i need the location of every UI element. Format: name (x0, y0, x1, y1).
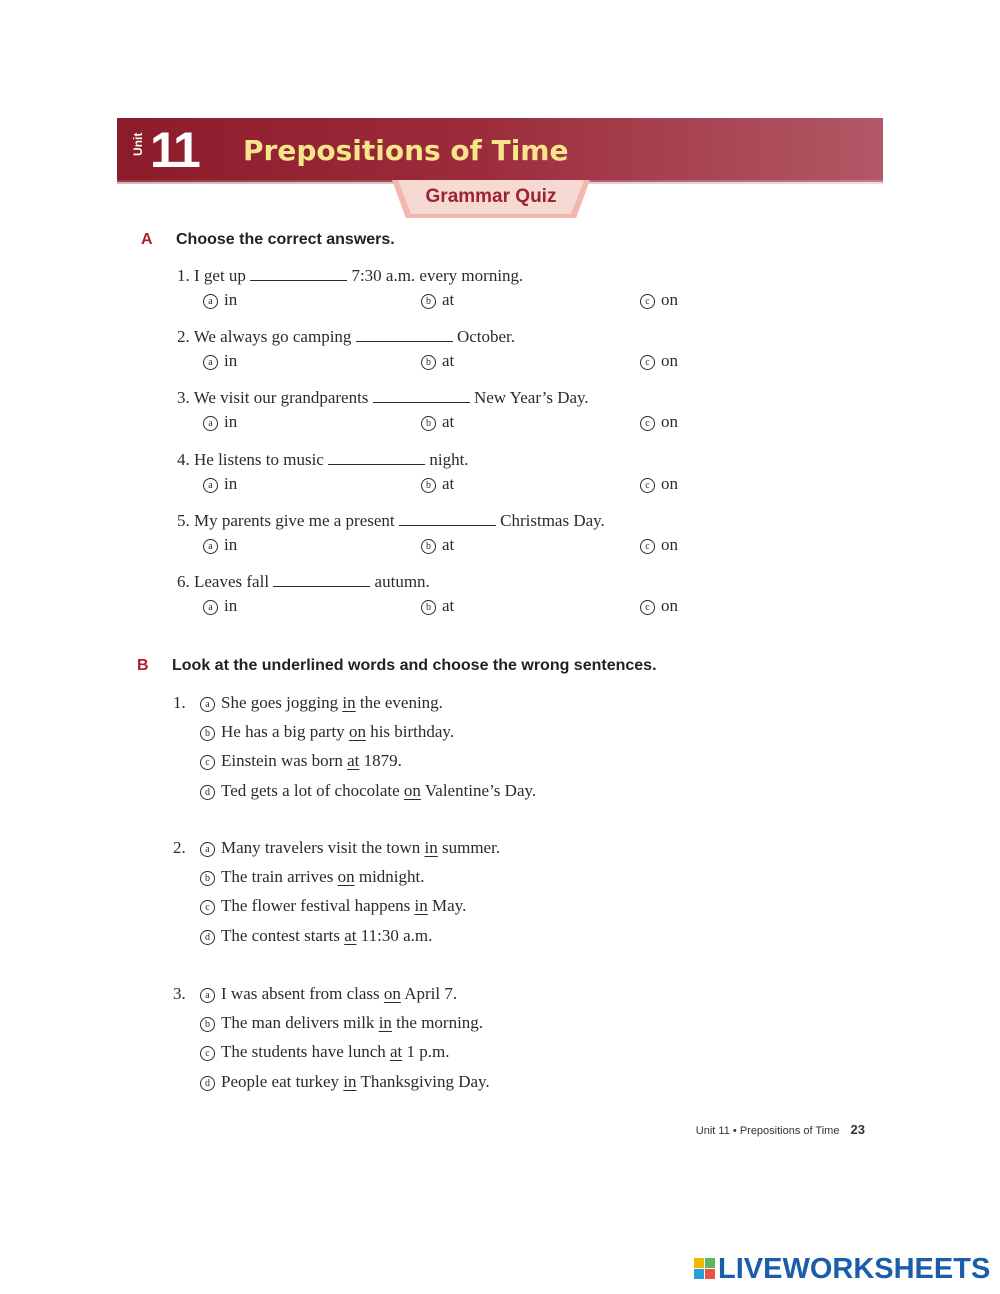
option-label: at (442, 596, 455, 615)
answer-blank[interactable] (328, 450, 425, 465)
liveworksheets-logo (694, 1253, 990, 1285)
sentence-after: Valentine’s Day. (424, 781, 537, 800)
option-a[interactable] (203, 289, 237, 311)
option-b[interactable] (421, 289, 454, 311)
question-text-before: I get up (194, 266, 246, 285)
sentence-after: May. (432, 896, 467, 915)
option-marker-icon: c (640, 600, 655, 615)
question-text-before: My parents give me a present (194, 511, 395, 530)
answer-blank[interactable] (356, 327, 453, 342)
option-label: at (442, 290, 455, 309)
underlined-word: in (342, 693, 356, 712)
option-marker-icon: c (640, 355, 655, 370)
option-label: in (224, 474, 238, 493)
option-marker-icon: c (200, 755, 215, 770)
option-marker-icon: a (203, 355, 218, 370)
page-number: 23 (850, 1122, 865, 1137)
underlined-word: in (343, 1072, 357, 1091)
sentence-before: Many travelers visit the town (221, 838, 421, 857)
question-2 (177, 326, 515, 348)
option-marker-icon: d (200, 930, 215, 945)
option-marker-icon: b (421, 539, 436, 554)
option-label: at (442, 351, 455, 370)
option-marker-icon: c (200, 900, 215, 915)
option-marker-icon: c (640, 478, 655, 493)
question-1 (177, 265, 523, 287)
option-label: on (661, 412, 678, 431)
question-3 (177, 387, 589, 409)
option-marker-icon: b (200, 871, 215, 886)
option-marker-icon: b (421, 355, 436, 370)
question-text-after: night. (429, 450, 469, 469)
option-marker-icon: a (200, 842, 215, 857)
footer-title: Prepositions of Time (739, 1125, 840, 1137)
question-number: 1. (177, 266, 190, 285)
question-text-after: 7:30 a.m. every morning. (351, 266, 524, 285)
sentence-before: People eat turkey (221, 1072, 340, 1091)
option-label: in (224, 290, 238, 309)
question-text-after: autumn. (374, 572, 430, 591)
sentence-after: April 7. (404, 984, 458, 1003)
option-b[interactable] (421, 595, 454, 617)
option-label: on (661, 535, 678, 554)
option-label: in (224, 596, 238, 615)
option-label: in (224, 412, 238, 431)
underlined-word: on (337, 867, 355, 886)
option-marker-icon: b (421, 478, 436, 493)
question-text-after: Christmas Day. (500, 511, 605, 530)
footer-separator: • (732, 1125, 737, 1137)
sentence-option-b[interactable] (200, 1012, 483, 1034)
option-marker-icon: a (200, 697, 215, 712)
question-number: 4. (177, 450, 190, 469)
underlined-word: in (414, 896, 428, 915)
option-a[interactable] (203, 350, 237, 372)
underlined-word: in (424, 838, 438, 857)
sentence-after: the evening. (359, 693, 443, 712)
option-c[interactable] (640, 534, 678, 556)
option-b[interactable] (421, 350, 454, 372)
underlined-word: on (348, 722, 366, 741)
sentence-after: summer. (441, 838, 501, 857)
sentence-before: The man delivers milk (221, 1013, 375, 1032)
section-a-heading: Choose the correct answers. (176, 231, 395, 248)
sentence-before: Ted gets a lot of chocolate (221, 781, 400, 800)
option-label: at (442, 412, 455, 431)
section-b-letter: B (137, 657, 149, 674)
option-a[interactable] (203, 534, 237, 556)
option-label: at (442, 535, 455, 554)
option-a[interactable] (203, 411, 237, 433)
option-c[interactable] (640, 289, 678, 311)
page-footer (696, 1122, 865, 1137)
logo-blocks-icon (694, 1258, 716, 1280)
question-number: 6. (177, 572, 190, 591)
question-number: 2. (177, 327, 190, 346)
option-marker-icon: b (421, 294, 436, 309)
sentence-option-a[interactable] (200, 983, 457, 1005)
logo-block-1 (694, 1258, 704, 1268)
option-b[interactable] (421, 534, 454, 556)
option-marker-icon: c (200, 1046, 215, 1061)
underlined-word: on (383, 984, 401, 1003)
sentence-before: The students have lunch (221, 1042, 386, 1061)
logo-block-4 (705, 1269, 715, 1279)
option-marker-icon: d (200, 1076, 215, 1091)
option-marker-icon: b (421, 600, 436, 615)
sentence-after: midnight. (358, 867, 425, 886)
sentence-option-d[interactable] (200, 780, 536, 802)
option-marker-icon: a (200, 988, 215, 1003)
question-5 (177, 510, 605, 532)
sentence-after: the morning. (396, 1013, 484, 1032)
sentence-before: I was absent from class (221, 984, 380, 1003)
option-label: on (661, 290, 678, 309)
logo-block-2 (705, 1258, 715, 1268)
sentence-option-c[interactable] (200, 1041, 450, 1063)
sentence-before: Einstein was born (221, 751, 343, 770)
option-a[interactable] (203, 473, 237, 495)
underlined-word: at (390, 1042, 403, 1061)
question-text-before: Leaves fall (194, 572, 270, 591)
sentence-after: his birthday. (370, 722, 455, 741)
quiz-label: Grammar Quiz (425, 186, 557, 207)
sentence-option-d[interactable] (200, 925, 432, 947)
question-6 (177, 571, 430, 593)
sentence-after: 1879. (363, 751, 402, 770)
option-label: on (661, 351, 678, 370)
option-marker-icon: a (203, 600, 218, 615)
sentence-before: She goes jogging (221, 693, 339, 712)
logo-text: LIVEWORKSHEETS (718, 1253, 991, 1285)
group-number: 2. (173, 838, 186, 857)
sentence-option-d[interactable] (200, 1071, 490, 1093)
underlined-word: at (347, 751, 360, 770)
option-c[interactable] (640, 411, 678, 433)
option-marker-icon: b (200, 726, 215, 741)
sentence-option-b[interactable] (200, 721, 454, 743)
option-c[interactable] (640, 595, 678, 617)
sentence-option-a[interactable] (200, 837, 500, 859)
option-label: on (661, 474, 678, 493)
sentence-option-a[interactable] (200, 692, 443, 714)
footer-unit: Unit 11 (695, 1125, 730, 1137)
question-number: 3. (177, 388, 190, 407)
question-text-after: October. (456, 327, 516, 346)
option-b[interactable] (421, 473, 454, 495)
underlined-word: in (378, 1013, 392, 1032)
answer-blank[interactable] (250, 266, 347, 281)
option-marker-icon: c (640, 539, 655, 554)
unit-number: 11 (150, 122, 199, 178)
section-a-letter: A (141, 231, 153, 248)
sentence-option-c[interactable] (200, 750, 402, 772)
question-text-before: He listens to music (194, 450, 324, 469)
option-label: in (224, 535, 238, 554)
question-text-before: We visit our grandparents (193, 388, 369, 407)
question-4 (177, 449, 469, 471)
sentence-after: Thanksgiving Day. (360, 1072, 490, 1091)
sentence-before: The flower festival happens (221, 896, 411, 915)
section-b-heading: Look at the underlined words and choose the wrong sentences. (172, 657, 657, 674)
sentence-option-c[interactable] (200, 895, 466, 917)
option-marker-icon: a (203, 478, 218, 493)
unit-word: Unit (131, 132, 145, 156)
sentence-after: 1 p.m. (406, 1042, 450, 1061)
option-marker-icon: d (200, 785, 215, 800)
option-marker-icon: a (203, 416, 218, 431)
answer-blank[interactable] (399, 511, 496, 526)
sentence-before: The train arrives (221, 867, 334, 886)
group-number: 3. (173, 984, 186, 1003)
sentence-before: He has a big party (221, 722, 345, 741)
option-marker-icon: a (203, 539, 218, 554)
option-c[interactable] (640, 350, 678, 372)
question-text-after: New Year’s Day. (473, 388, 589, 407)
option-marker-icon: c (640, 294, 655, 309)
option-a[interactable] (203, 595, 237, 617)
option-label: on (661, 596, 678, 615)
logo-block-3 (694, 1269, 704, 1279)
option-label: in (224, 351, 238, 370)
answer-blank[interactable] (373, 388, 470, 403)
sentence-option-b[interactable] (200, 866, 425, 888)
option-marker-icon: b (200, 1017, 215, 1032)
option-marker-icon: c (640, 416, 655, 431)
group-number: 1. (173, 693, 186, 712)
page-title: Prepositions of Time (243, 134, 569, 167)
option-marker-icon: a (203, 294, 218, 309)
answer-blank[interactable] (273, 572, 370, 587)
option-marker-icon: b (421, 416, 436, 431)
question-number: 5. (177, 511, 190, 530)
sentence-before: The contest starts (221, 926, 340, 945)
underlined-word: at (344, 926, 357, 945)
question-text-before: We always go camping (193, 327, 352, 346)
option-c[interactable] (640, 473, 678, 495)
underlined-word: on (403, 781, 421, 800)
option-label: at (442, 474, 455, 493)
sentence-after: 11:30 a.m. (360, 926, 433, 945)
option-b[interactable] (421, 411, 454, 433)
